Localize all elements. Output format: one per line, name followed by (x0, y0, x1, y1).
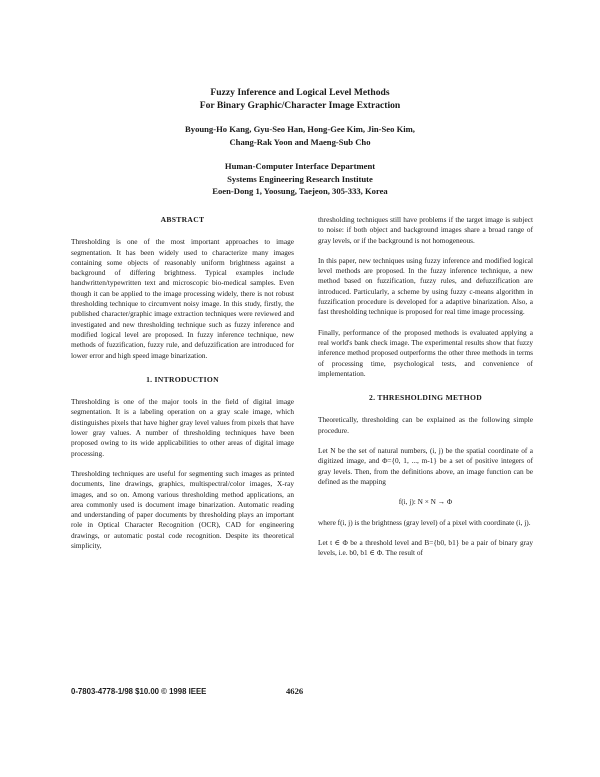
right-paragraph-3: Finally, performance of the proposed methods is evaluated applying a real world's bank check image. The experimental results show that fuzzy inference method proposed outperforms the other three methods in terms of processing time, psychological tests, and convenience of implementation. (318, 327, 533, 378)
right-column (318, 215, 533, 568)
right-paragraph-1: thresholding techniques still have problems if the target image is subject to noise: if both object and background images share a broad range of gray levels, or if the background is not homogeneous. (318, 215, 533, 245)
right-paragraph-6: where f(i, j) is the brightness (gray level) of a pixel with coordinate (i, j). (318, 517, 531, 527)
paper-title (100, 86, 500, 112)
affiliation-line-2: Systems Engineering Research Institute (227, 173, 373, 184)
introduction-heading: 1. INTRODUCTION (146, 374, 219, 384)
right-paragraph-2: In this paper, new techniques using fuzzy inference and modified logical level methods are proposed. In the fuzzy inference technique, a new method based on fuzzification, fuzzy rules, and defuzzification are introduced. Particularly, a scheme by using fuzzy c-means algorithm in fuzzification procedure is developed for a adaptive binarization. Also, a fast thresholding technique is proposed for real time image processing. (318, 255, 533, 317)
authors-line-2: Chang-Rak Yoon and Maeng-Sub Cho (229, 137, 371, 147)
title-line-2: For Binary Graphic/Character Image Extraction (199, 100, 401, 111)
right-paragraph-5: Let N be the set of natural numbers, (i, j) be the spatial coordinate of a digitized image, and Φ={0, 1, ..., m-1} be a set of positive integers of gray levels. Then, from the definitions above, an image function can be defined as the mapping (318, 446, 533, 486)
mapping-equation: f(i, j): N × N → Φ (398, 497, 453, 507)
affiliation (130, 160, 470, 198)
page-number: 4626 (286, 686, 304, 696)
abstract-text: Thresholding is one of the most important approaches to image segmentation. It has been widely used to characterize many images containing some objects of reasonably uniform brightness against a background of differing brightness. Typical examples include handwritten/typewritten text and microscopic bio-medical samples. Even though it can be applied to the image processing widely, there is not robust thresholding technique to circumvent noisy image. In this study, firstly, the published character/graphic image extraction techniques were reviewed and investigated and new thresholding technique such as fuzzy inference and modified logical level are proposed. In fuzzy inference technique, new methods of fuzzification, fuzzy rule, and defuzzification are introduced for lower error and high speed image binarization. (71, 237, 294, 360)
right-paragraph-4: Theoretically, thresholding can be explained as the following simple procedure. (318, 415, 533, 435)
right-paragraph-7: Let t ∈ Φ be a threshold level and B={b0, b1} be a pair of binary gray levels, i.e. b0, b1 ∈ Φ. The result of (318, 537, 533, 558)
affiliation-line-1: Human-Computer Interface Department (224, 161, 376, 171)
affiliation-line-3: Eoen-Dong 1, Yoosung, Taejeon, 305-333, Korea (212, 186, 388, 196)
intro-paragraph-1: Thresholding is one of the major tools in the field of digital image segmentation. It is a labeling operation on a gray scale image, which distinguishes pixels that have higher gray level values from pixels that have lower gray values. A number of thresholding techniques have been proposed owing to its wide applicabilities to other areas of digital image processing. (71, 397, 294, 458)
intro-paragraph-2: Thresholding techniques are useful for segmenting such images as printed documents, line drawings, graphics, multispectral/color images, X-ray images, and so on. Among various thresholding method applications, an area commonly used is document image binarization. Automatic reading and understanding of paper documents by thresholding plays an important role in Optical Character Recognition (OCR), CAD for engineering drawings, or automatic postal code recognition. Despite its theoretical simplicity, (71, 468, 294, 551)
abstract-heading: ABSTRACT (160, 215, 205, 224)
author-list (130, 123, 470, 149)
title-line-1: Fuzzy Inference and Logical Level Methods (210, 87, 390, 98)
thresholding-heading: 2. THRESHOLDING METHOD (368, 393, 482, 403)
authors-line-1: Byoung-Ho Kang, Gyu-Seo Han, Hong-Gee Kim, Jin-Seo Kim, (185, 124, 415, 134)
copyright-code: 0-7803-4778-1/98 $10.00 © 1998 IEEE (71, 687, 207, 696)
left-column (71, 215, 294, 561)
